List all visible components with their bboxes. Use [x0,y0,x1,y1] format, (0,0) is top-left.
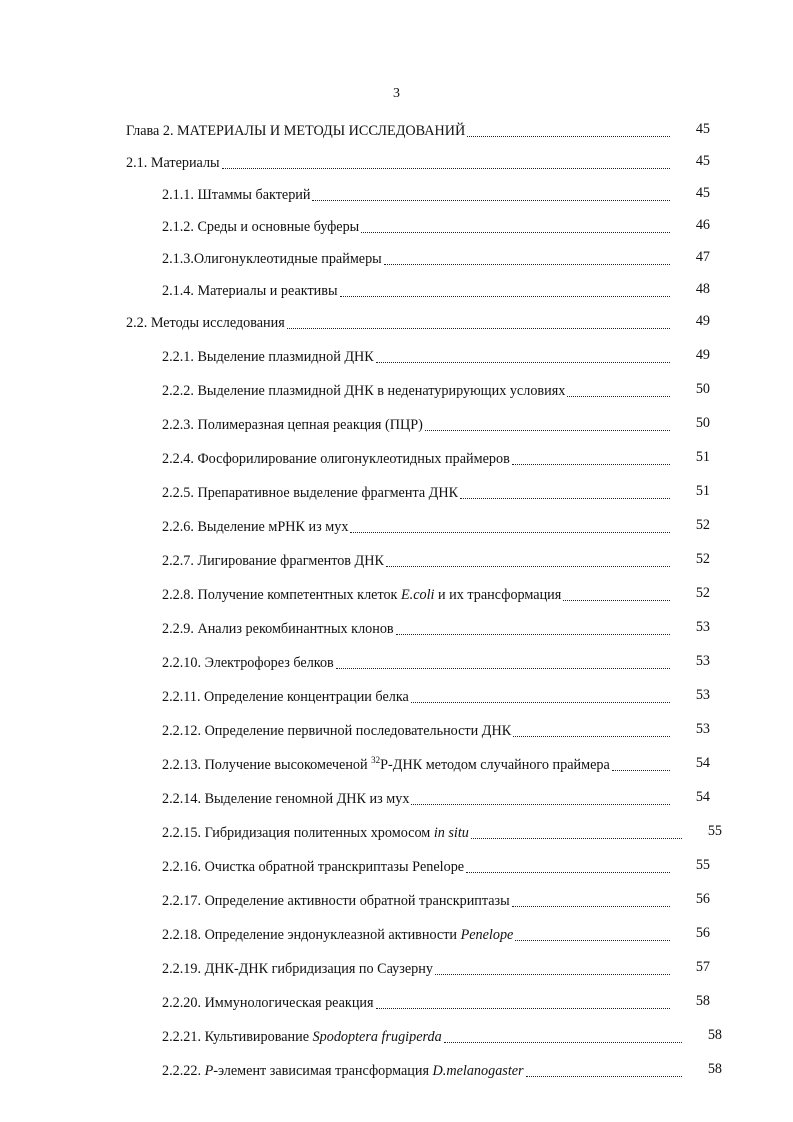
dot-leader [376,361,670,363]
toc-entry-chapter-2[interactable] [126,118,710,140]
toc-entry-page: 58 [707,1027,722,1043]
toc-entry-title: 2.2.14. Выделение геномной ДНК из мух [162,791,410,807]
toc-entry-title [162,824,469,842]
toc-entry-title: Глава 2. МАТЕРИАЛЫ И МЕТОДЫ ИССЛЕДОВАНИЙ [126,123,466,139]
title-superscript: 32 [371,755,381,765]
toc-entry-page: 52 [695,517,710,533]
dot-leader [411,701,670,703]
toc-entry-page: 53 [695,653,710,669]
dot-leader [350,531,670,533]
title-italic: Penelope [460,927,514,943]
title-text: 2.2.18. Определение эндонуклеазной активности [162,927,461,943]
toc-entry-2-2-2[interactable] [162,378,710,400]
dot-leader [567,395,670,397]
title-text: -элемент зависимая трансформация [213,1063,433,1079]
title-text: 2.2.22. [162,1063,205,1079]
toc-entry-title: 2.2.16. Очистка обратной транскриптазы Penelope [162,859,465,875]
dot-leader [376,1007,670,1009]
dot-leader [512,463,670,465]
toc-entry-title: 2.1.2. Среды и основные буферы [162,219,360,235]
dot-leader [513,735,670,737]
toc-entry-title: 2.2.17. Определение активности обратной транскриптазы [162,893,510,909]
toc-entry-2-2-7[interactable] [162,548,710,570]
toc-entry-title: 2.2.20. Иммунологическая реакция [162,995,374,1011]
dot-leader [460,497,670,499]
toc-entry-2-1-1[interactable] [162,182,710,204]
dot-leader [425,429,670,431]
toc-entry-2-1-3[interactable] [162,246,710,268]
toc-entry-2-2-21[interactable] [162,1024,722,1046]
toc-entry-page: 52 [695,585,710,601]
toc-entry-page: 56 [695,891,710,907]
toc-entry-2-2-6[interactable] [162,514,710,536]
toc-entry-page: 45 [695,185,710,201]
toc-entry-page: 45 [695,121,710,137]
toc-entry-title: 2.2.10. Электрофорез белков [162,655,334,671]
toc-entry-title: 2.2.12. Определение первичной последовательности ДНК [162,723,512,739]
title-italic: E.coli [401,587,435,603]
toc-entry-2-2-18[interactable] [162,922,710,944]
toc-entry-title: 2.2.7. Лигирование фрагментов ДНК [162,553,384,569]
dot-leader [222,167,670,169]
toc-entry-title [162,1028,442,1046]
title-text: и их трансформация [434,587,562,603]
toc-entry-title [162,1062,524,1080]
toc-entry-page: 49 [695,313,710,329]
toc-entry-2-2-1[interactable] [162,344,710,366]
toc-entry-2-2-22[interactable] [162,1058,722,1080]
title-text: Р-ДНК методом случайного праймера [380,757,610,773]
toc-entry-2-2-20[interactable] [162,990,710,1012]
toc-entry-2-2-16[interactable] [162,854,710,876]
toc-entry-2-2-12[interactable] [162,718,710,740]
toc-entry-title [162,926,513,944]
toc-entry-2-2-4[interactable] [162,446,710,468]
dot-leader [340,295,670,297]
toc-entry-page: 51 [695,483,710,499]
toc-entry-title: 2.2.2. Выделение плазмидной ДНК в неденатурирующих условиях [162,383,566,399]
dot-leader [515,939,670,941]
toc-entry-title: 2.2.5. Препаративное выделение фрагмента ДНК [162,485,459,501]
toc-entry-title [162,586,561,604]
toc-entry-page: 56 [695,925,710,941]
dot-leader [471,837,682,839]
toc-entry-page: 49 [695,347,710,363]
dot-leader [386,565,670,567]
toc-entry-title: 2.2.3. Полимеразная цепная реакция (ПЦР) [162,417,423,433]
title-italic: in situ [433,825,469,841]
dot-leader [466,871,670,873]
toc-entry-page: 55 [707,823,722,839]
toc-entry-title: 2.2.4. Фосфорилирование олигонуклеотидных праймеров [162,451,510,467]
toc-entry-page: 54 [695,755,710,771]
toc-entry-2-2-10[interactable] [162,650,710,672]
dot-leader [467,135,670,137]
toc-entry-page: 45 [695,153,710,169]
title-italic: Spodoptera frugiperda [312,1029,442,1045]
toc-entry-2-2-3[interactable] [162,412,710,434]
toc-entry-title [162,756,610,774]
toc-entry-title: 2.1.4. Материалы и реактивы [162,283,338,299]
dot-leader [435,973,670,975]
title-text: 2.2.21. Культивирование [162,1029,313,1045]
dot-leader [512,905,670,907]
toc-entry-2-2-15[interactable] [162,820,722,842]
toc-entry-2-1[interactable] [126,150,710,172]
toc-entry-2-2[interactable] [126,310,710,332]
dot-leader [312,199,670,201]
toc-entry-2-2-19[interactable] [162,956,710,978]
title-text: 2.2.8. Получение компетентных клеток [162,587,401,603]
toc-entry-page: 53 [695,687,710,703]
toc-entry-page: 52 [695,551,710,567]
toc-entry-title: 2.2.19. ДНК-ДНК гибридизация по Саузерну [162,961,433,977]
toc-entry-title: 2.2. Методы исследования [126,315,285,331]
toc-entry-2-1-2[interactable] [162,214,710,236]
dot-leader [361,231,670,233]
dot-leader [526,1075,682,1077]
toc-entry-page: 50 [695,381,710,397]
dot-leader [336,667,670,669]
title-italic: P [204,1063,214,1079]
toc-entry-page: 50 [695,415,710,431]
toc-entry-2-2-5[interactable] [162,480,710,502]
toc-entry-page: 58 [695,993,710,1009]
toc-entry-title: 2.1. Материалы [126,155,220,171]
toc-entry-page: 46 [695,217,710,233]
dot-leader [612,769,670,771]
title-text: 2.2.13. Получение высокомеченой [162,757,372,773]
toc-entry-2-2-13[interactable] [162,752,710,774]
toc-entry-2-2-8[interactable] [162,582,710,604]
dot-leader [411,803,670,805]
dot-leader [444,1041,682,1043]
toc-entry-page: 58 [707,1061,722,1077]
dot-leader [287,327,670,329]
dot-leader [396,633,670,635]
toc-entry-2-2-11[interactable] [162,684,710,706]
toc-entry-page: 51 [695,449,710,465]
title-text: 2.2.15. Гибридизация политенных хромосом [162,825,434,841]
page-number: 3 [393,86,400,101]
toc-entry-page: 53 [695,619,710,635]
toc-entry-page: 55 [695,857,710,873]
toc-entry-page: 54 [695,789,710,805]
title-italic: D.melanogaster [432,1063,524,1079]
toc-entry-title: 2.2.6. Выделение мРНК из мух [162,519,349,535]
toc-entry-page: 47 [695,249,710,265]
toc-entry-2-2-9[interactable] [162,616,710,638]
toc-entry-title: 2.2.1. Выделение плазмидной ДНК [162,349,374,365]
dot-leader [563,599,670,601]
toc-entry-2-1-4[interactable] [162,278,710,300]
toc-entry-page: 48 [695,281,710,297]
toc-entry-page: 57 [695,959,710,975]
toc-entry-title: 2.2.11. Определение концентрации белка [162,689,409,705]
toc-entry-title: 2.1.3.Олигонуклеотидные праймеры [162,251,382,267]
toc-entry-page: 53 [695,721,710,737]
toc-entry-title: 2.2.9. Анализ рекомбинантных клонов [162,621,394,637]
toc-entry-title: 2.1.1. Штаммы бактерий [162,187,311,203]
toc-entry-2-2-17[interactable] [162,888,710,910]
toc-entry-2-2-14[interactable] [162,786,710,808]
dot-leader [384,263,670,265]
